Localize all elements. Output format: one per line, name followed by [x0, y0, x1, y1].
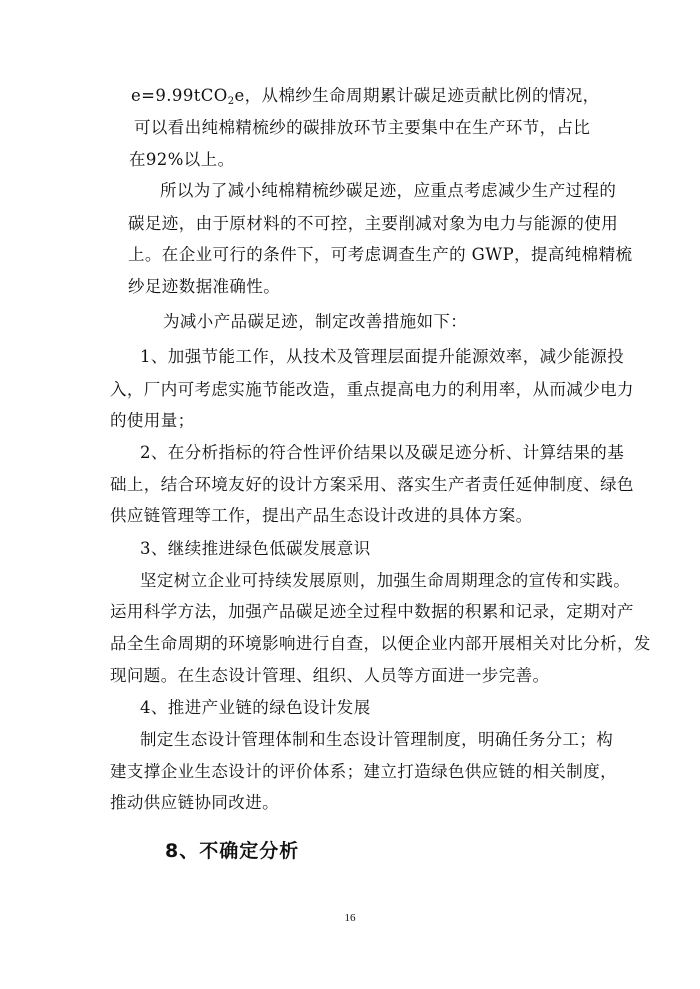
paragraph-1-line-3: 在92%以上。: [129, 150, 235, 169]
item-3-title: 3、继续推进绿色低碳发展意识: [140, 539, 371, 558]
paragraph-1-line-1: [131, 84, 600, 114]
item-1-line-3: 的使用量；: [110, 411, 195, 430]
paragraph-2-line-4: 纱足迹数据准确性。: [128, 277, 281, 296]
emission-value: e=9.99tCO: [131, 86, 228, 105]
section-heading: 8、不确定分析: [165, 840, 300, 862]
item-2-line-1: 2、在分析指标的符合性评价结果以及碳足迹分析、计算结果的基: [140, 443, 625, 462]
item-1-line-2: 入，厂内可考虑实施节能改造，重点提高电力的利用率，从而减少电力: [110, 380, 634, 399]
emission-subscript: 2: [227, 96, 235, 107]
paragraph-1-line-2: 可以看出纯棉精梳纱的碳排放环节主要集中在生产环节，占比: [134, 118, 591, 137]
item-2-line-2: 础上，结合环境友好的设计方案采用、落实生产者责任延伸制度、绿色: [110, 475, 634, 494]
item-4-line-3: 推动供应链协同改进。: [110, 793, 279, 812]
item-4-line-2: 建支撑企业生态设计的评价体系；建立打造绿色供应链的相关制度，: [110, 762, 617, 781]
paragraph-3-line-1: 为减小产品碳足迹，制定改善措施如下：: [163, 312, 468, 331]
paragraph-2-line-3: 上。在企业可行的条件下，可考虑调查生产的 GWP，提高纯棉精梳: [128, 245, 633, 264]
paragraph-1-line-1-rest: e，从棉纱生命周期累计碳足迹贡献比例的情况，: [234, 86, 600, 105]
paragraph-2-line-2: 碳足迹，由于原材料的不可控，主要削减对象为电力与能源的使用: [128, 214, 619, 233]
item-3-line-2: 运用科学方法，加强产品碳足迹全过程中数据的积累和记录，定期对产: [110, 602, 634, 621]
item-4-title: 4、推进产业链的绿色设计发展: [140, 698, 371, 717]
item-4-line-1: 制定生态设计管理体制和生态设计管理制度，明确任务分工；构: [140, 730, 614, 749]
item-2-line-3: 供应链管理等工作，提出产品生态设计改进的具体方案。: [110, 506, 533, 525]
item-3-line-1: 坚定树立企业可持续发展原则，加强生命周期理念的宣传和实践。: [140, 571, 631, 590]
item-1-line-1: 1、加强节能工作，从技术及管理层面提升能源效率，减少能源投: [140, 347, 625, 366]
page-number: 16: [344, 912, 356, 924]
item-3-line-4: 现问题。在生态设计管理、组织、人员等方面进一步完善。: [110, 666, 550, 685]
item-3-line-3: 品全生命周期的环境影响进行自查，以便企业内部开展相关对比分析，发: [110, 634, 651, 653]
paragraph-2-line-1: 所以为了减小纯棉精梳纱碳足迹，应重点考虑减少生产过程的: [160, 181, 617, 200]
